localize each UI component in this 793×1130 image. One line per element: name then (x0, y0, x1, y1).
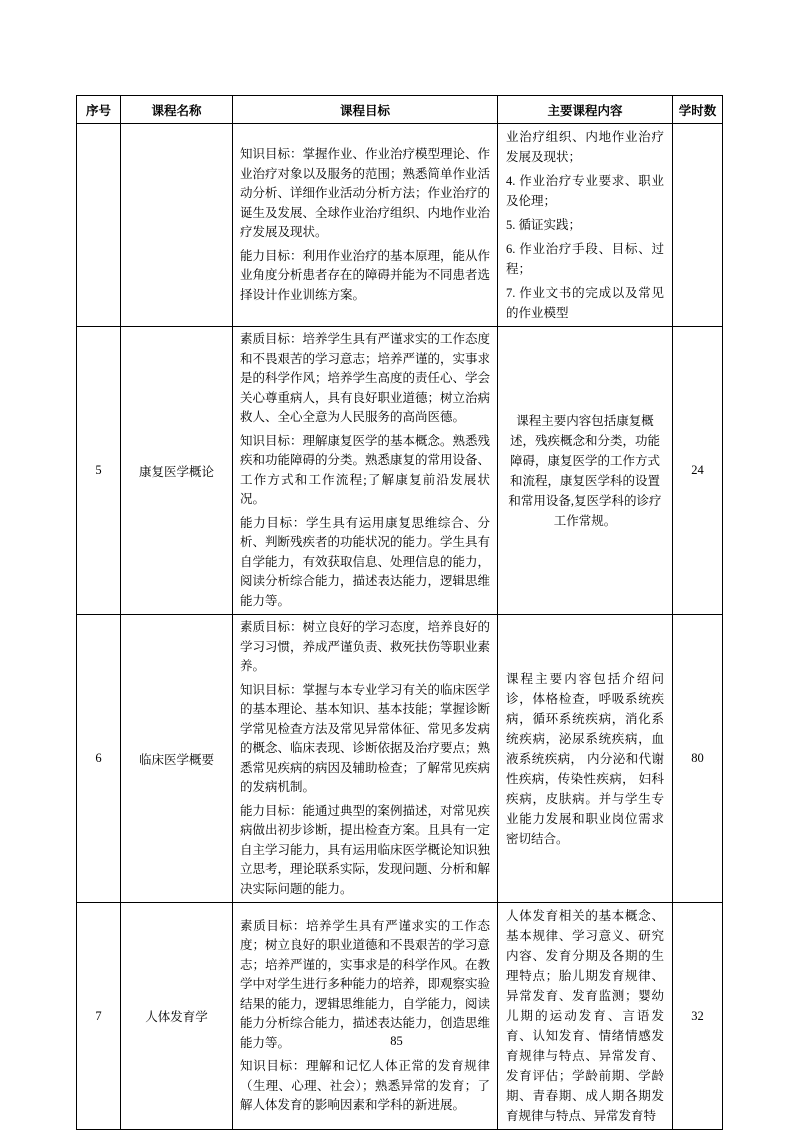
table-header-row (77, 96, 723, 124)
course-number: 5 (77, 327, 121, 615)
course-objectives: 知识目标：掌握作业、作业治疗模型理论、作业治疗对象以及服务的范围；熟悉简单作业活动分析、详细作业活动分析方法；作业治疗的诞生及发展、全球作业治疗组织、内地作业治疗发展及现状。 能力目标：利用作业治疗的基本原理，能从作业角度分析患者存在的障碍并能为不同患者选择设计作业训练方案。 (233, 124, 498, 327)
course-objectives: 素质目标：树立良好的学习态度，培养良好的学习习惯，养成严谨负责、救死扶伤等职业素养。 知识目标：掌握与本专业学习有关的临床医学的基本理论、基本知识、基本技能；掌握诊断学常见检查方法及常见异常体征、常见多发病的概念、临床表现、诊断依据及治疗要点；熟悉常见疾病的病因及辅助检查；了解常见疾病的发病机制。 能力目标：能通过典型的案例描述，对常见疾病做出初步诊断，提出检查方案。且具有一定自主学习能力，具有运用临床医学概论知识独立思考，理论联系实际，发现问题、分析和解决实际问题的能力。 (233, 615, 498, 903)
course-name: 人体发育学 (121, 903, 233, 1130)
course-name: 临床医学概要 (121, 615, 233, 903)
header-course-objectives: 课程目标 (233, 96, 498, 124)
course-name: 康复医学概论 (121, 327, 233, 615)
course-number: 6 (77, 615, 121, 903)
table-row (77, 615, 723, 903)
course-number: 7 (77, 903, 121, 1130)
table-row (77, 327, 723, 615)
course-hours: 80 (673, 615, 723, 903)
table-row (77, 124, 723, 327)
course-table (76, 95, 723, 1130)
header-course-content: 主要课程内容 (498, 96, 673, 124)
course-content: 人体发育相关的基本概念、基本规律、学习意义、研究内容、发育分期及各期的生理特点；胎儿期发育规律、异常发育、发育监测；婴幼儿期的运动发育、言语发育、认知发育、情绪情感发育规律与特点、异常发育、发育评估；学龄前期、学龄期、青春期、成人期各期发育规律与特点、异常发育特 (498, 903, 673, 1130)
course-number (77, 124, 121, 327)
header-class-hours: 学时数 (673, 96, 723, 124)
course-objectives: 素质目标：培养学生具有严谨求实的工作态度和不畏艰苦的学习意志；培养严谨的，实事求是的科学作风；培养学生高度的责任心、学会关心尊重病人，具有良好职业道德；树立治病救人、全心全意为人民服务的高尚医德。 知识目标：理解康复医学的基本概念。熟悉残疾和功能障碍的分类。熟悉康复的常用设备、工作方式和工作流程;了解康复前沿发展状况。 能力目标：学生具有运用康复思维综合、分析、判断残疾者的功能状况的能力。学生具有自学能力，有效获取信息、处理信息的能力，阅读分析综合能力，描述表达能力，逻辑思维能力等。 (233, 327, 498, 615)
course-content: 业治疗组织、内地作业治疗发展及现状； 4. 作业治疗专业要求、职业及伦理； 5. 循证实践； 6. 作业治疗手段、目标、过程； 7. 作业文书的完成以及常见的作业模型 (498, 124, 673, 327)
course-hours: 24 (673, 327, 723, 615)
course-hours (673, 124, 723, 327)
course-objectives: 素质目标：培养学生具有严谨求实的工作态度；树立良好的职业道德和不畏艰苦的学习意志；培养严谨的，实事求是的科学作风。在教学中对学生进行多种能力的培养，即观察实验结果的能力，逻辑思维能力，自学能力，阅读能力分析综合能力，描述表达能力，创造思维能力等。 知识目标：理解和记忆人体正常的发育规律（生理、心理、社会）；熟悉异常的发育；了解人体发育的影响因素和学科的新进展。 (233, 903, 498, 1130)
course-name (121, 124, 233, 327)
header-course-name: 课程名称 (121, 96, 233, 124)
course-content: 课程主要内容包括康复概述，残疾概念和分类，功能障碍，康复医学的工作方式和流程，康复医学科的设置和常用设备,复医学科的诊疗工作常规。 (498, 327, 673, 615)
table-row (77, 903, 723, 1130)
course-content: 课程主要内容包括介绍问诊，体格检查，呼吸系统疾病，循环系统疾病，消化系统疾病，泌尿系统疾病，血液系统疾病， 内分泌和代谢性疾病，传染性疾病， 妇科疾病，皮肤病。并与学生专业能力发展和职业岗位需求密切结合。 (498, 615, 673, 903)
header-serial-number: 序号 (77, 96, 121, 124)
page-number: 85 (390, 1034, 403, 1048)
document-page (76, 95, 722, 1130)
course-hours: 32 (673, 903, 723, 1130)
